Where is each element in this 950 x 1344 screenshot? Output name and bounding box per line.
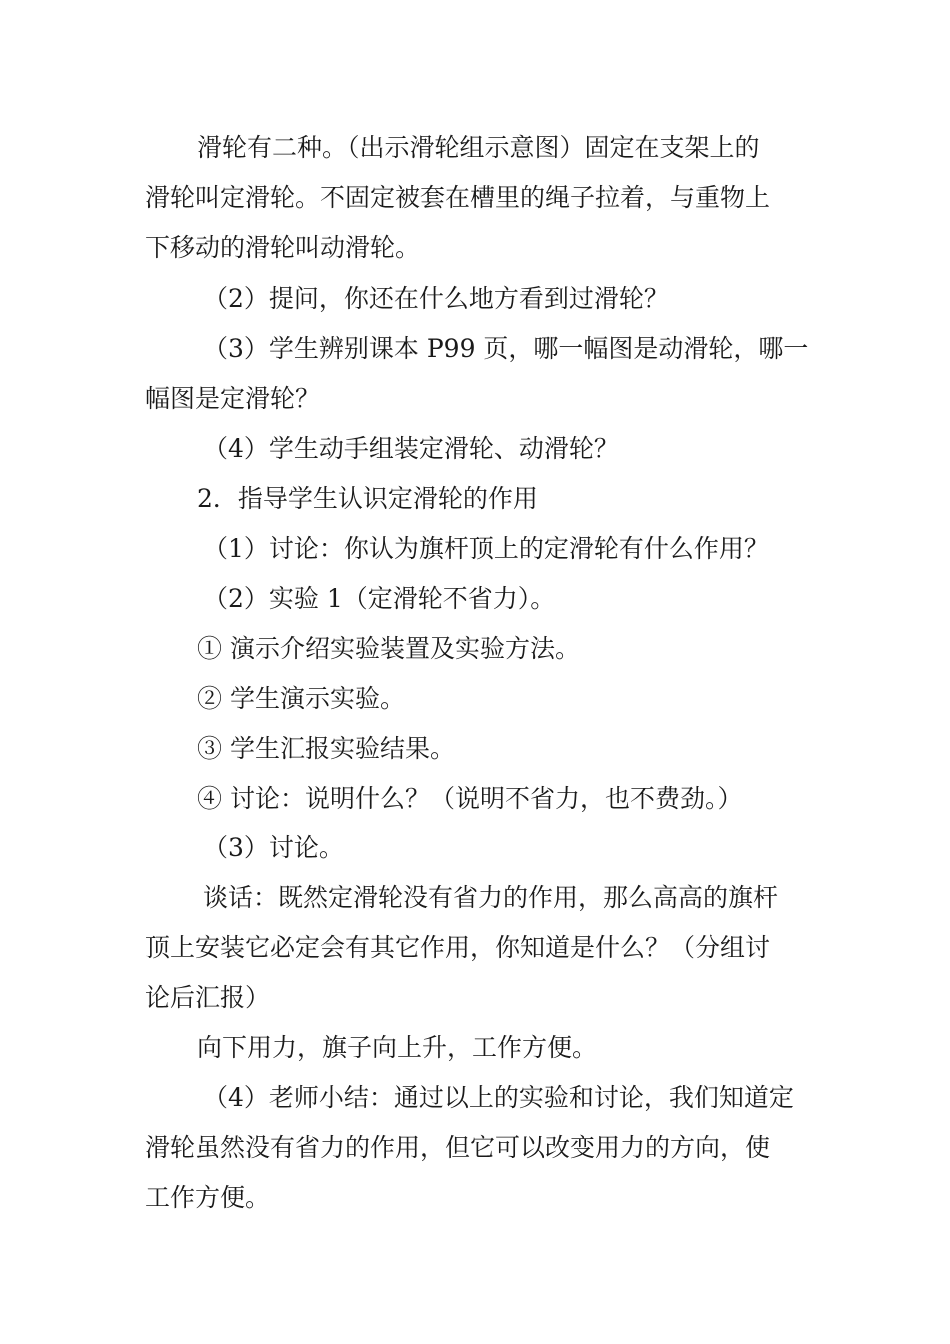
text-line: ④ 讨论：说明什么？（说明不省力，也不费劲。） (197, 784, 743, 813)
text-line: 幅图是定滑轮？ (145, 384, 321, 413)
text-line: 2．指导学生认识定滑轮的作用 (197, 484, 538, 513)
text-line: 谈话：既然定滑轮没有省力的作用，那么高高的旗杆 (203, 883, 779, 912)
text-line: 顶上安装它必定会有其它作用，你知道是什么？（分组讨 (145, 933, 771, 962)
text-line: （2）实验 1（定滑轮不省力）。 (203, 584, 556, 613)
text-line: 滑轮叫定滑轮。不固定被套在槽里的绳子拉着，与重物上 (145, 183, 771, 212)
text-line: 论后汇报） (145, 983, 271, 1012)
text-line: 下移动的滑轮叫动滑轮。 (145, 233, 421, 262)
text-line: （2）提问，你还在什么地方看到过滑轮？ (203, 284, 669, 313)
text-line: ③ 学生汇报实验结果。 (197, 734, 455, 763)
text-line: （3）讨论。 (203, 833, 344, 862)
text-line: 工作方便。 (145, 1183, 271, 1212)
text-line: （4）学生动手组装定滑轮、动滑轮？ (203, 434, 619, 463)
text-line: 向下用力，旗子向上升，工作方便。 (197, 1033, 598, 1062)
text-line: （3）学生辨别课本 P99 页，哪一幅图是动滑轮，哪一 (203, 334, 809, 363)
text-line: 滑轮有二种。（出示滑轮组示意图）固定在支架上的 (197, 133, 760, 162)
text-line: （4）老师小结：通过以上的实验和讨论，我们知道定 (203, 1083, 794, 1112)
text-line: ① 演示介绍实验装置及实验方法。 (197, 634, 580, 663)
text-line: ② 学生演示实验。 (197, 684, 405, 713)
text-line: 滑轮虽然没有省力的作用，但它可以改变用力的方向，使 (145, 1133, 771, 1162)
text-line: （1）讨论：你认为旗杆顶上的定滑轮有什么作用？ (203, 534, 769, 563)
